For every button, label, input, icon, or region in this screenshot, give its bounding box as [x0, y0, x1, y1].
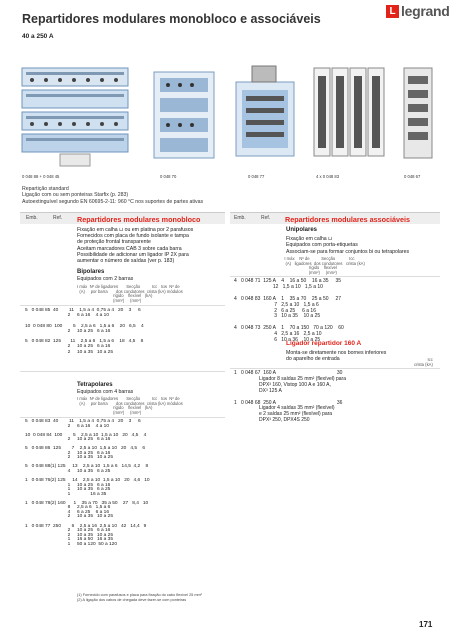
photo-caption: 0 048 70 [160, 174, 177, 179]
legrand-logo-mark: L [386, 5, 399, 18]
photo-caption: 0 048 67 [404, 174, 421, 179]
table-rows-bipolares: 5 0 048 85 40 11 1,5 a 4 0,75 a 4 20 3 6 2 6 a 16 4 a 10 10 0 048 80 100 5 2,5 a 6 1,5 a 6 20 6,5 4 2 10 a 25 6 a 16 5 0 048 82 125 11 2,5 a 6 1,5 a 6 18 4,5 8 2 10 a 25 6 a 16 2 10 a 35 10 a 25 [25, 308, 144, 355]
photo-caption: 0 048 88 + 0 048 45 [22, 174, 60, 179]
intro-line: Associam-se para formar conjuntos bi ou tetrapolares [286, 248, 410, 255]
photo-0048-77 [230, 62, 300, 172]
intro-line: Fixação em calha ⊔ [286, 236, 333, 242]
table-header-right [230, 212, 440, 224]
section-sub: Equipados com 4 barras [77, 389, 134, 395]
monobloco-intro [77, 227, 227, 264]
section-bipolares: Bipolares [77, 269, 105, 275]
column-headings: I máx Nº de ligadores Secção Icc Icw Nº de (A) por barra dos condutores crista (kA) módulos rígido flexível (kA) (mm²) (mm²) [77, 284, 183, 303]
intro-line: Fornecidos com placa de fundo isolante e tampa [77, 233, 189, 240]
table-header-left [20, 212, 225, 224]
divider [230, 276, 440, 277]
legrand-logo-text: legrand [401, 3, 450, 19]
col-ref: Ref. [261, 215, 271, 221]
page-number: 171 [419, 620, 433, 629]
ligador-title: Ligador repartidor 160 A [286, 340, 362, 347]
photo-caption: 4 x 0 048 83 [316, 174, 340, 179]
col-emb: Emb. [26, 215, 38, 221]
intro-text [22, 186, 203, 205]
left-table-title: Repartidores modulares monobloco [77, 214, 201, 224]
photo-0048-88 [20, 62, 132, 172]
col-ref: Ref. [53, 215, 63, 221]
divider [20, 305, 225, 306]
icc-heading: Icc crista (kA) [414, 357, 433, 367]
page-title: Repartidores modulares monobloco e associáveis [22, 12, 321, 26]
column-headings: I máx Nº de Secção Icc (A) ligadores dos condutores crista (kA) rígido flexível (mm²) (mm²) [284, 256, 365, 275]
intro-line: Equipados com porta-etiquetas [286, 242, 358, 249]
section-sub: Equipados com 2 barras [77, 276, 134, 282]
page-subtitle: 40 a 250 A [22, 33, 54, 40]
right-table-title: Repartidores modulares associáveis [285, 214, 411, 224]
unipolares-intro [286, 236, 409, 255]
section-tetrapolares: Tetrapolares [77, 382, 113, 388]
col-emb: Emb. [234, 215, 246, 221]
divider [20, 371, 225, 372]
photo-0048-67 [398, 62, 438, 172]
column-headings: I máx Nº de ligadores Secção Icc Icw Nº de (A) por barra dos condutores crista (kA) módulos rígido flexível (kA) (mm²) (mm²) [77, 396, 183, 415]
intro-line: aumentar o número de saídas (ver p. 183) [77, 258, 175, 265]
intro-line: Fixação em calha ⊔ ou em platina por 2 parafusos [77, 227, 194, 233]
photo-0048-70 [150, 62, 220, 172]
section-unipolares: Unipolares [286, 227, 318, 233]
divider [230, 368, 440, 369]
footnote: (1) Fornecido com parafusos e placa para fixação do cabo flexível 25 mm² [77, 593, 202, 597]
intro-line: Repartição standard [22, 186, 69, 192]
divider [20, 417, 225, 418]
intro-line: de proteção frontal transparente [77, 239, 151, 246]
intro-line: Aceitam marcadores CAB 3 sobre cada barra [77, 245, 182, 252]
table-rows-tetrapolares: 5 0 048 83 40 11 1,5 a 4 0,75 a 4 20 3 6 2 6 a 16 4 a 10 10 0 048 84 100 5 2,5 a 10 1,5 a 10 20 4,5 4 2 10 a 25 6 a 16 5 0 048 86 125 7 2,5 a 10 1,5 a 10 20 4,5 6 2 10 a 25 6 a 16 2 10 a 35 10 a 25 5 0 048 88(1) 125 13 2,5 a 10 1,5 a 6 14,5 4,2 8 4 10 a 35 6 a 25 1 0 048 76(2) 125 14 2,5 a 10 1,5 a 10 20 4,6 10 1 10 a 25 6 a 16 1 10 a 35 6 a 25 1 16 a 35 1 0 048 78(2) 160 1 35 a 70 35 a 50 27 8,4 10 8 2,5 a 6 1,5 a 6 4 6 a 25 6 a 16 2 10 a 35 10 a 25 1 0 048 77 250 6 2,5 a 16 2,5 a 10 42 14,4 9 2 10 a 25 6 a 16 2 10 a 35 10 a 25 1 16 a 50 16 a 35 1 50 a 120 50 a 120 [25, 419, 150, 547]
intro-line: Possibilidade de adicionar um ligador IP 2X para [77, 251, 189, 258]
footnote: (2) A ligação dos cabos de chegada deve fazer-se com ponteiras [77, 597, 187, 602]
footnotes [77, 593, 202, 602]
table-rows-unipolares: 4 0 048 71 125 A 4 16 a 50 16 a 35 35 12 1,5 a 10 1,5 a 10 4 0 048 83 160 A 1 35 a 70 25 a 50 27 7 2,5 a 10 1,5 a 6 2 6 a 25 6 a 16 3 10 a 35 10 a 25 4 0 048 73 250 A 1 70 a 150 70 a 120 60 4 2,5 a 16 2,5 a 10 6 10 a 36 10 a 25 [234, 278, 344, 344]
photo-caption: 0 048 77 [248, 174, 265, 179]
ligador-rows: 1 0 048 67 160 A 30 Ligador 8 saídas 25 mm² (flexível) para DPX³ 160, Vistop 100 A e 160 A, DX³ 125 A 1 0 048 68 250 A 36 Ligador 4 saídas 35 mm² (flexível) e 2 saídas 25 mm² (flexível) para DPX³ 250, DPX4S 250 [234, 370, 346, 424]
ligador-description: Monta-se diretamente nos bornes inferiores do aparelho de entrada [286, 350, 387, 363]
intro-line: Autoextinguível segundo EN 60695-2-11: 960 °C nos suportes de partes ativas [22, 198, 204, 205]
photo-0048-83-x4 [310, 62, 390, 172]
intro-line: Ligação com ou sem ponteiras Starfix (p. 283) [22, 192, 129, 199]
